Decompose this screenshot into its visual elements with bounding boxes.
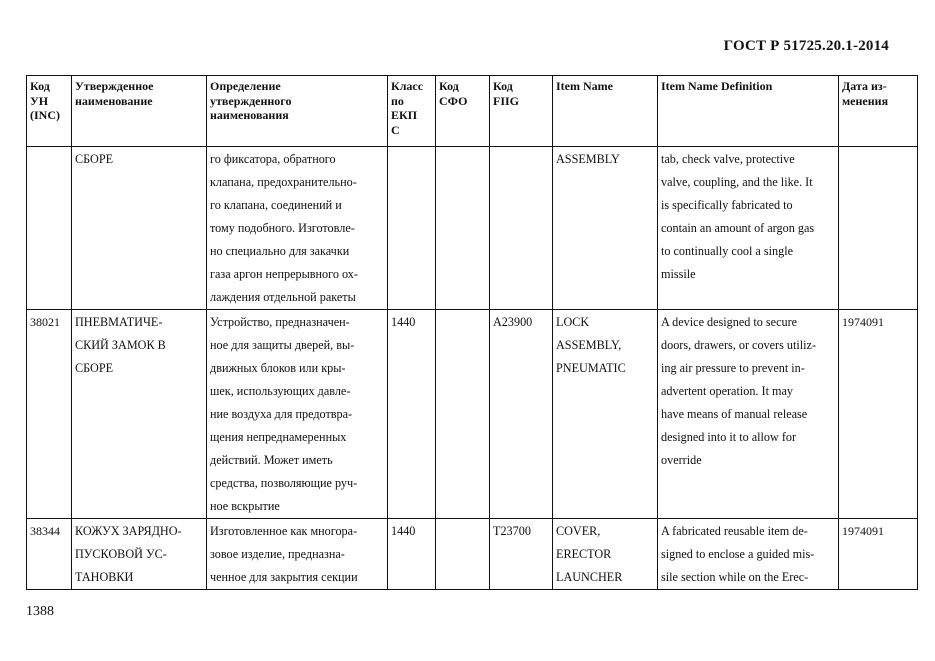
header-item-name xyxy=(553,76,658,147)
text-line: override xyxy=(661,453,702,467)
cell-item-definition xyxy=(658,519,839,590)
text-line: ASSEMBLY xyxy=(556,152,620,166)
text-line: ing air pressure to prevent in- xyxy=(661,361,805,375)
text-line: ное для защиты дверей, вы- xyxy=(210,338,355,352)
text-line: FIIG xyxy=(493,93,520,108)
text-line: лаждения отдельной ракеты xyxy=(210,290,356,304)
cell-ekps-class xyxy=(388,147,436,310)
text-line: Класс xyxy=(391,79,424,93)
cell-change-date xyxy=(839,147,918,310)
text-line: ТАНОВКИ xyxy=(75,570,134,584)
text-line: средства, позволяющие руч- xyxy=(210,476,358,490)
text-line: ное вскрытие xyxy=(210,499,280,513)
text-line: A device designed to secure xyxy=(661,315,798,329)
cell-item-name xyxy=(553,519,658,590)
cell-change-date: 1974091 xyxy=(839,310,918,519)
text-line: СКИЙ ЗАМОК В xyxy=(75,338,166,352)
cell-name-ru xyxy=(72,310,207,519)
text-line: наименования xyxy=(210,108,289,122)
text-line: но специально для закачки xyxy=(210,244,350,258)
text-line: ченное для закрытия секции xyxy=(210,570,358,584)
header-sfo-code xyxy=(436,76,490,147)
text-line: advertent operation. It may xyxy=(661,384,793,398)
cell-definition-ru xyxy=(207,519,388,590)
text-line: менения xyxy=(842,93,889,108)
cell-item-name xyxy=(553,147,658,310)
text-line: Код xyxy=(493,79,513,93)
text-line: наименование xyxy=(75,93,153,108)
text-line: С xyxy=(391,122,400,137)
text-line: зовое изделие, предназна- xyxy=(210,547,345,561)
text-line: газа аргон непрерывного ох- xyxy=(210,267,358,281)
text-line: СФО xyxy=(439,93,468,108)
text-line: Определение xyxy=(210,79,281,93)
cell-name-ru xyxy=(72,519,207,590)
table-header-row xyxy=(27,76,918,147)
text-line: Код xyxy=(439,79,459,93)
text-line: КОЖУХ ЗАРЯДНО- xyxy=(75,524,182,538)
text-line: УН xyxy=(30,93,49,108)
page-number: 1388 xyxy=(26,604,54,619)
text-line: Устройство, предназначен- xyxy=(210,315,350,329)
text-line: ERECTOR xyxy=(556,547,612,561)
text-line: ПНЕВМАТИЧЕ- xyxy=(75,315,163,329)
cell-inc: 38344 xyxy=(27,519,72,590)
header-inc-code xyxy=(27,76,72,147)
text-line: щения непреднамеренных xyxy=(210,430,347,444)
text-line: Утвержденное xyxy=(75,79,154,93)
text-line: signed to enclose a guided mis- xyxy=(661,547,815,561)
text-line: клапана, предохранительно- xyxy=(210,175,357,189)
cell-sfo-code xyxy=(436,310,490,519)
text-line: have means of manual release xyxy=(661,407,808,421)
text-line: contain an amount of argon gas xyxy=(661,221,815,235)
cell-fiig-code xyxy=(490,147,553,310)
text-line: движных блоков или кры- xyxy=(210,361,346,375)
text-line: ASSEMBLY, xyxy=(556,338,622,352)
table-row xyxy=(27,310,918,519)
text-line: sile section while on the Erec- xyxy=(661,570,809,584)
text-line: is specifically fabricated to xyxy=(661,198,793,212)
classification-table xyxy=(26,75,918,590)
header-ekps-class xyxy=(388,76,436,147)
text-line: тому подобного. Изготовле- xyxy=(210,221,355,235)
cell-ekps-class: 1440 xyxy=(388,519,436,590)
cell-ekps-class: 1440 xyxy=(388,310,436,519)
header-item-name-definition xyxy=(658,76,839,147)
text-line: ПУСКОВОЙ УС- xyxy=(75,547,167,561)
header-change-date xyxy=(839,76,918,147)
cell-inc xyxy=(27,147,72,310)
text-line: COVER, xyxy=(556,524,601,538)
text-line: designed into it to allow for xyxy=(661,430,797,444)
text-line: doors, drawers, or covers utiliz- xyxy=(661,338,817,352)
cell-definition-ru xyxy=(207,147,388,310)
cell-sfo-code xyxy=(436,519,490,590)
text-line: to continually cool a single xyxy=(661,244,794,258)
text-line: PNEUMATIC xyxy=(556,361,626,375)
text-line: (INC) xyxy=(30,108,60,122)
table-row xyxy=(27,147,918,310)
cell-fiig-code: T23700 xyxy=(490,519,553,590)
cell-item-definition xyxy=(658,147,839,310)
table-row xyxy=(27,519,918,590)
text-line: valve, coupling, and the like. It xyxy=(661,175,813,189)
cell-item-name xyxy=(553,310,658,519)
text-line: СБОРЕ xyxy=(75,152,114,166)
text-line: Дата из- xyxy=(842,79,887,93)
text-line: Код xyxy=(30,79,50,93)
document-title: ГОСТ Р 51725.20.1-2014 xyxy=(723,38,889,54)
text-line: LAUNCHER xyxy=(556,570,623,584)
text-line: Item Name Definition xyxy=(661,79,773,93)
text-line: ние воздуха для предотвра- xyxy=(210,407,353,421)
cell-sfo-code xyxy=(436,147,490,310)
text-line: го фиксатора, обратного xyxy=(210,152,336,166)
text-line: ЕКП xyxy=(391,108,418,122)
cell-name-ru xyxy=(72,147,207,310)
header-fiig-code xyxy=(490,76,553,147)
header-approved-name-definition xyxy=(207,76,388,147)
cell-fiig-code: A23900 xyxy=(490,310,553,519)
text-line: шек, использующих давле- xyxy=(210,384,351,398)
text-line: СБОРЕ xyxy=(75,361,114,375)
cell-definition-ru xyxy=(207,310,388,519)
text-line: Изготовленное как многора- xyxy=(210,524,358,538)
text-line: missile xyxy=(661,267,696,281)
text-line: Item Name xyxy=(556,79,613,93)
text-line: A fabricated reusable item de- xyxy=(661,524,808,538)
text-line: го клапана, соединений и xyxy=(210,198,342,212)
text-line: tab, check valve, protective xyxy=(661,152,795,166)
cell-item-definition xyxy=(658,310,839,519)
text-line: действий. Может иметь xyxy=(210,453,333,467)
text-line: утвержденного xyxy=(210,93,292,108)
text-line: LOCK xyxy=(556,315,590,329)
cell-inc: 38021 xyxy=(27,310,72,519)
cell-change-date: 1974091 xyxy=(839,519,918,590)
header-approved-name xyxy=(72,76,207,147)
text-line: по xyxy=(391,93,404,108)
